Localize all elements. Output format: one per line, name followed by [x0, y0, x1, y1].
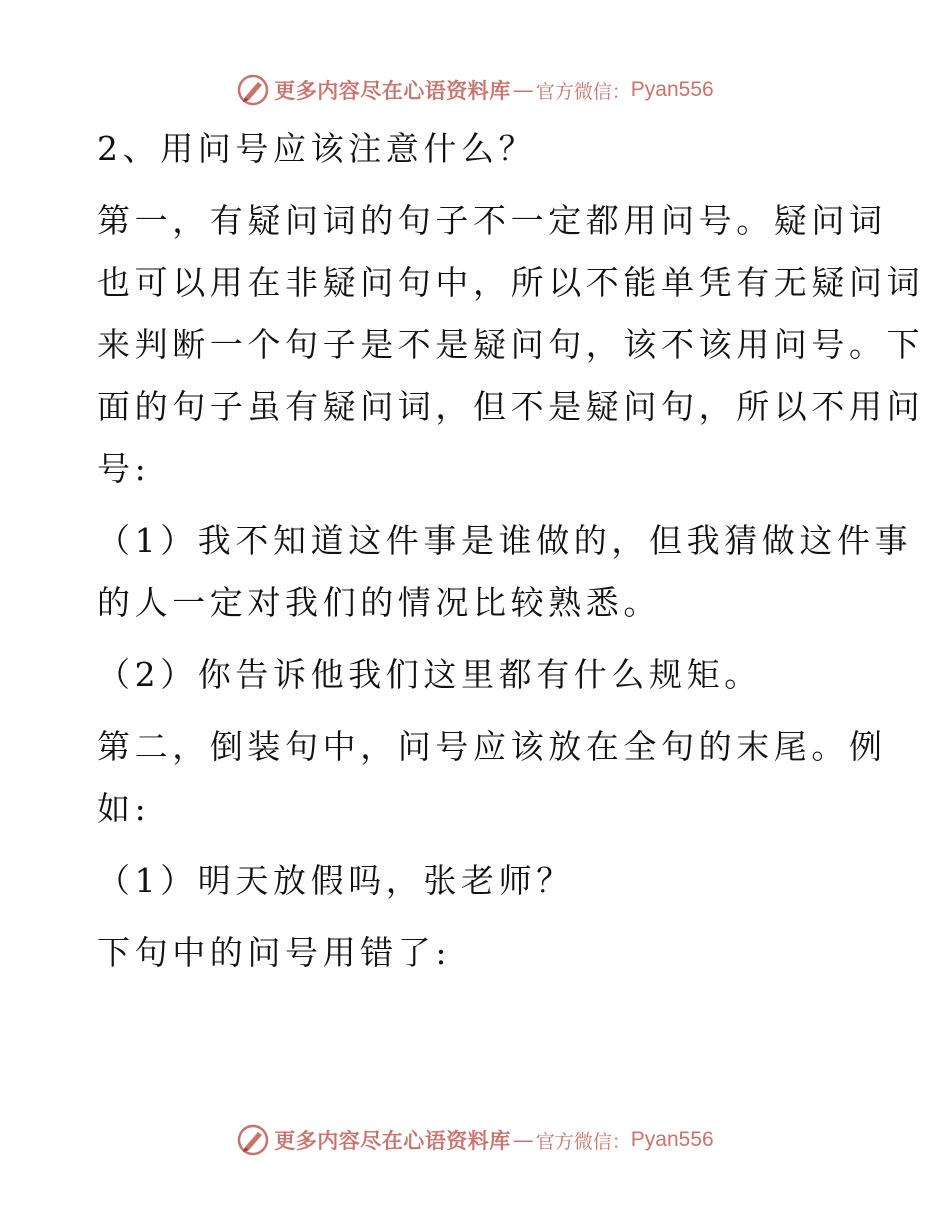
- section-heading: 2、用问号应该注意什么？: [97, 129, 537, 168]
- pen-logo-icon: [236, 1123, 270, 1157]
- example-line: （1）明天放假吗，张老师？: [97, 861, 574, 900]
- paragraph-line: 来判断一个句子是不是疑问句，该不该用问号。下: [97, 325, 925, 364]
- example-line: （1）我不知道这件事是谁做的，但我猜做这件事: [97, 521, 913, 560]
- paragraph-line: 第一，有疑问词的句子不一定都用问号。疑问词: [97, 201, 887, 240]
- header-watermark: [0, 70, 950, 110]
- watermark-dash: —: [512, 1128, 534, 1152]
- watermark-official: 官方微信：: [535, 80, 631, 103]
- paragraph-line: 也可以用在非疑问句中，所以不能单凭有无疑问词: [97, 263, 925, 302]
- watermark-official: 官方微信：: [535, 1130, 631, 1153]
- watermark-account: Pyan556: [630, 78, 714, 101]
- paragraph-line: 第二，倒装句中，问号应该放在全句的末尾。例: [97, 727, 887, 766]
- pen-logo-icon: [236, 73, 270, 107]
- paragraph-line: 面的句子虽有疑问词，但不是疑问句，所以不用问: [97, 387, 925, 426]
- example-line: 的人一定对我们的情况比较熟悉。: [97, 583, 661, 622]
- paragraph-line: 下句中的问号用错了:: [97, 933, 452, 972]
- paragraph-line: 号:: [97, 449, 151, 488]
- watermark-brand: 更多内容尽在心语资料库: [274, 78, 511, 103]
- watermark-account: Pyan556: [630, 1128, 714, 1151]
- example-line: （2）你告诉他我们这里都有什么规矩。: [97, 655, 762, 694]
- watermark-dash: —: [512, 78, 534, 102]
- document-body: [97, 118, 925, 984]
- watermark-brand: 更多内容尽在心语资料库: [274, 1128, 511, 1153]
- footer-watermark: [0, 1120, 950, 1160]
- paragraph-line: 如:: [97, 789, 151, 828]
